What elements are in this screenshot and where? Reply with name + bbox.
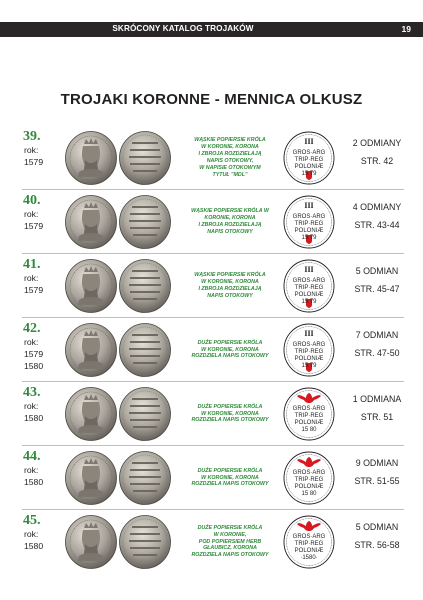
coin-obverse-photo <box>64 194 118 250</box>
coin-reverse-photo <box>118 450 172 506</box>
coin-reverse-drawing <box>282 130 336 186</box>
svg-text:TRIP·REG: TRIP·REG <box>294 349 324 355</box>
coin-reverse-photo <box>118 258 172 314</box>
catalog-entry <box>0 126 423 190</box>
svg-text:TRIP·REG: TRIP·REG <box>294 157 324 163</box>
page-reference: STR. 42 <box>360 156 394 166</box>
svg-text:15 80: 15 80 <box>301 491 317 497</box>
entry-description: DUŻE POPIERSIE KRÓLA W KORONIE, KORONA ROZDZIELA NAPIS OTOKOWY <box>191 403 269 424</box>
page-reference: STR. 45-47 <box>354 284 400 294</box>
svg-text:GROS·ARG: GROS·ARG <box>292 278 326 284</box>
variant-count: 1 ODMIANA <box>352 394 402 404</box>
coin-reverse-drawing <box>282 386 336 442</box>
coin-reverse-drawing <box>282 194 336 250</box>
year-label: rok: <box>24 529 39 539</box>
coin-obverse-photo <box>64 450 118 506</box>
header-title: SKRÓCONY KATALOG TROJAKÓW <box>112 24 254 33</box>
variant-count: 2 ODMIANY <box>352 138 402 148</box>
svg-text:POLONIÆ: POLONIÆ <box>294 484 324 490</box>
coin-reverse-drawing <box>282 258 336 314</box>
entry-description: DUŻE POPIERSIE KRÓLA W KORONIE, KORONA ROZDZIELA NAPIS OTOKOWY <box>191 467 269 488</box>
coin-obverse-photo <box>64 130 118 186</box>
entry-number: 39. <box>23 129 41 144</box>
page-reference: STR. 56-58 <box>354 540 400 550</box>
variant-count: 9 ODMIAN <box>355 458 399 468</box>
svg-text:POLONIÆ: POLONIÆ <box>294 420 324 426</box>
year-label: rok: <box>24 337 39 347</box>
svg-text:GROS·ARG: GROS·ARG <box>292 406 326 412</box>
page-reference: STR. 47-50 <box>354 348 400 358</box>
svg-text:GROS·ARG: GROS·ARG <box>292 342 326 348</box>
svg-text:15 79: 15 79 <box>301 363 317 369</box>
svg-text:15 79: 15 79 <box>301 235 317 241</box>
coin-obverse-photo <box>64 386 118 442</box>
catalog-entry <box>0 318 423 382</box>
year-label: rok: <box>24 145 39 155</box>
entry-number: 41. <box>23 257 41 272</box>
year-label: rok: <box>24 465 39 475</box>
coin-reverse-photo <box>118 130 172 186</box>
year-label: rok: <box>24 209 39 219</box>
year-label: rok: <box>24 273 39 283</box>
svg-text:15 79: 15 79 <box>301 171 317 177</box>
svg-text:15 80: 15 80 <box>301 427 317 433</box>
svg-text:15 79: 15 79 <box>301 299 317 305</box>
header-bar <box>0 22 423 37</box>
svg-text:POLONIÆ: POLONIÆ <box>294 292 324 298</box>
variant-count: 5 ODMIAN <box>355 266 399 276</box>
entry-description: DUŻE POPIERSIE KRÓLA W KORONIE, KORONA ROZDZIELA NAPIS OTOKOWY <box>191 339 269 360</box>
coin-obverse-photo <box>64 322 118 378</box>
variant-count: 5 ODMIAN <box>355 522 399 532</box>
coin-obverse-photo <box>64 514 118 570</box>
svg-text:TRIP·REG: TRIP·REG <box>294 541 324 547</box>
entry-description: WĄSKIE POPIERSIE KRÓLA W KORONIE, KORONA I ZBROJA ROZDZIELAJĄ NAPIS OTOKOWY <box>191 208 269 235</box>
svg-text:TRIP·REG: TRIP·REG <box>294 477 324 483</box>
page-number: 19 <box>401 24 411 34</box>
entry-description: WĄSKIE POPIERSIE KRÓLA W KORONIE, KORONA I ZBROJA ROZDZIELAJĄ NAPIS OTOKOWY, W NAPISIE OTOKOWYM TYTUŁ "MDL" <box>194 137 266 178</box>
year-value: 1580 <box>24 413 44 423</box>
year-value: 1579 <box>24 221 44 231</box>
svg-text:III: III <box>304 201 314 210</box>
entry-number: 40. <box>23 193 41 208</box>
coin-obverse-photo <box>64 258 118 314</box>
catalog-entry <box>0 254 423 318</box>
coin-reverse-drawing <box>282 450 336 506</box>
variant-count: 4 ODMIANY <box>352 202 402 212</box>
svg-text:POLONIÆ: POLONIÆ <box>294 548 324 554</box>
page-reference: STR. 43-44 <box>354 220 400 230</box>
entry-number: 44. <box>23 449 41 464</box>
svg-text:POLONIÆ: POLONIÆ <box>294 228 324 234</box>
svg-text:III: III <box>304 265 314 274</box>
catalog-entry <box>0 510 423 574</box>
coin-reverse-drawing <box>282 514 336 570</box>
entry-number: 43. <box>23 385 41 400</box>
svg-text:POLONIÆ: POLONIÆ <box>294 164 324 170</box>
svg-text:GROS·ARG: GROS·ARG <box>292 214 326 220</box>
variant-count: 7 ODMIAN <box>355 330 399 340</box>
coin-reverse-photo <box>118 514 172 570</box>
svg-text:TRIP·REG: TRIP·REG <box>294 285 324 291</box>
year-value: 1579 <box>24 157 44 167</box>
svg-text:GROS·ARG: GROS·ARG <box>292 534 326 540</box>
catalog-entry <box>0 382 423 446</box>
svg-text:GROS·ARG: GROS·ARG <box>292 470 326 476</box>
entry-number: 45. <box>23 513 41 528</box>
svg-text:TRIP·REG: TRIP·REG <box>294 221 324 227</box>
svg-text:III: III <box>304 329 314 338</box>
year-value: 1580 <box>24 477 44 487</box>
page-title: TROJAKI KORONNE - MENNICA OLKUSZ <box>60 91 363 108</box>
svg-text:POLONIÆ: POLONIÆ <box>294 356 324 362</box>
entry-number: 42. <box>23 321 41 336</box>
year-value-second: 1580 <box>24 361 44 371</box>
year-value: 1579 <box>24 285 44 295</box>
coin-reverse-photo <box>118 194 172 250</box>
coin-reverse-photo <box>118 386 172 442</box>
coin-reverse-drawing <box>282 322 336 378</box>
catalog-entry <box>0 190 423 254</box>
svg-text:III: III <box>304 137 314 146</box>
svg-text:·1580·: ·1580· <box>300 555 318 561</box>
page-reference: STR. 51 <box>360 412 394 422</box>
catalog-entry <box>0 446 423 510</box>
entry-description: DUŻE POPIERSIE KRÓLA W KORONIE, POD POPIERSIEM HERB GŁAUBICZ, KORONA ROZDZIELA NAPIS OTOKOWY <box>191 524 269 559</box>
svg-text:TRIP·REG: TRIP·REG <box>294 413 324 419</box>
entry-description: WĄSKIE POPIERSIE KRÓLA W KORONIE, KORONA I ZBROJA ROZDZIELAJĄ NAPIS OTOKOWY <box>194 272 266 299</box>
year-value: 1579 <box>24 349 44 359</box>
year-label: rok: <box>24 401 39 411</box>
svg-text:GROS·ARG: GROS·ARG <box>292 150 326 156</box>
page-reference: STR. 51-55 <box>354 476 400 486</box>
coin-reverse-photo <box>118 322 172 378</box>
year-value: 1580 <box>24 541 44 551</box>
